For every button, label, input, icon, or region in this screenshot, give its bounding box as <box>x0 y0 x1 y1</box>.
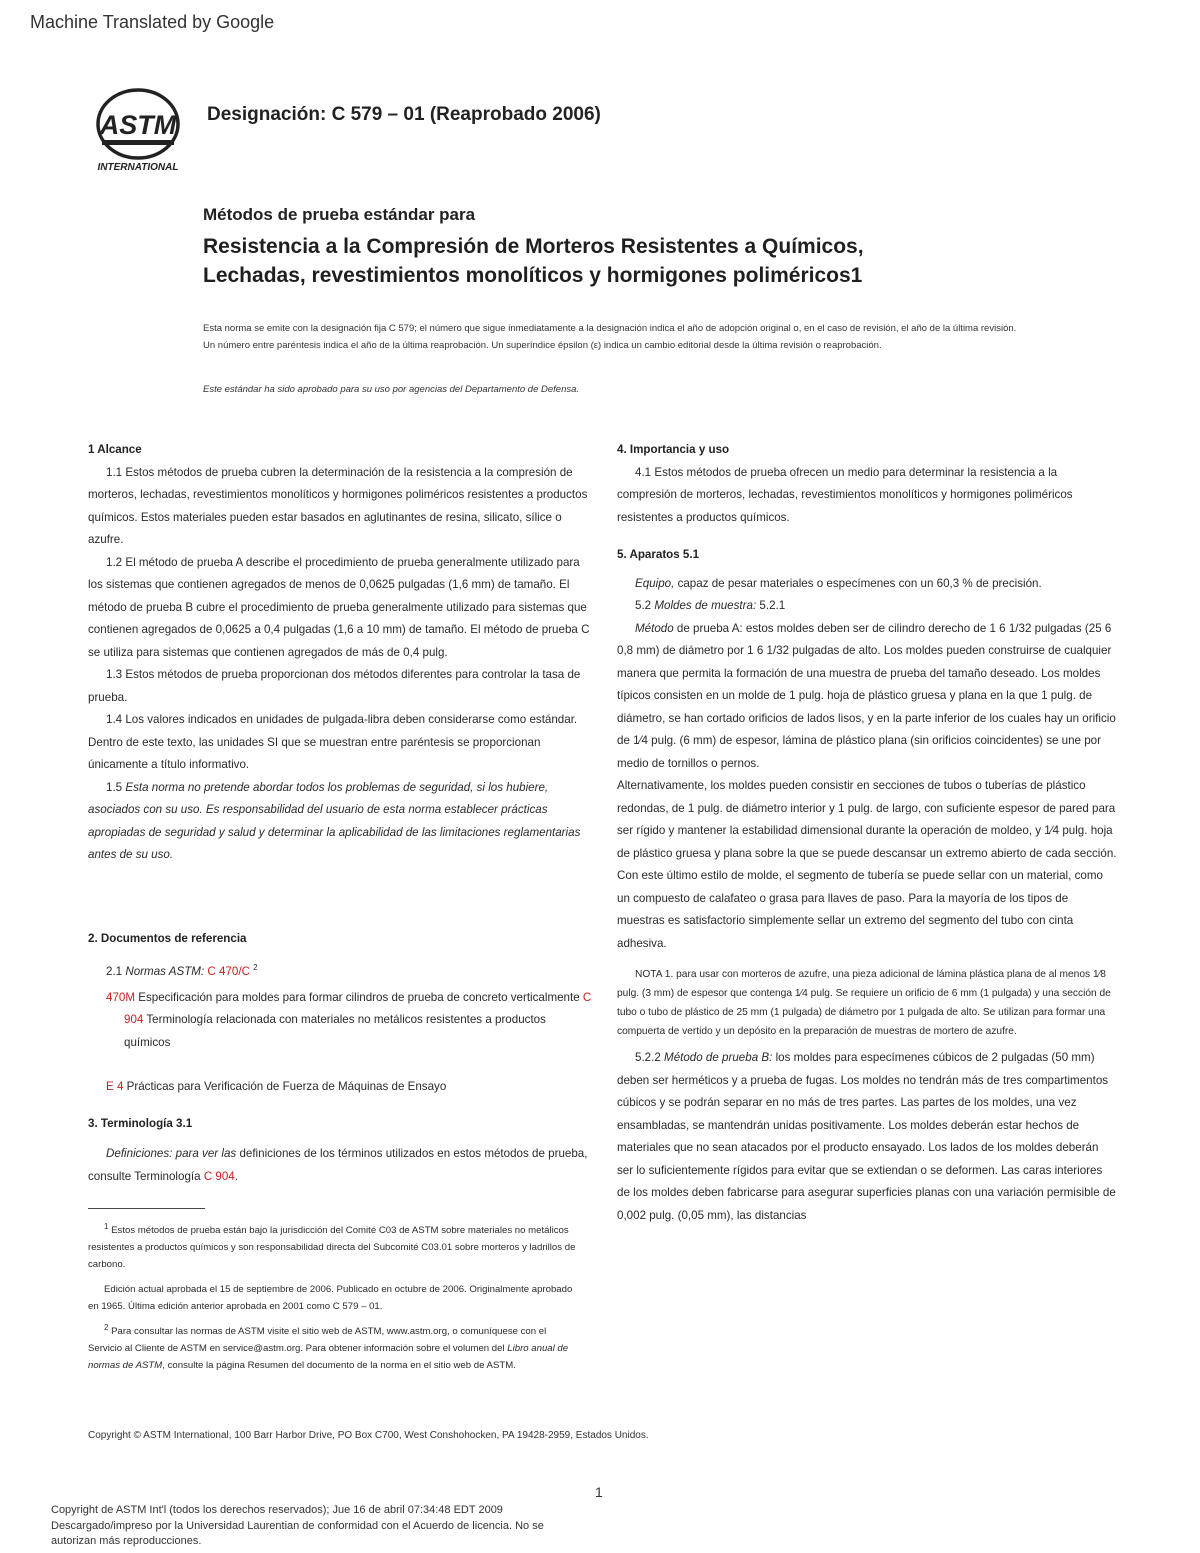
section-5-2-label: Moldes de muestra: <box>654 599 757 612</box>
issued-note: Esta norma se emite con la designación fija C 579; el número que sigue inmediatamente a la designación indica el año de adopción original o, en el caso de revisión, el año de la última revisión. Un número entre paréntesis indica el año de la última reaprobación. Un superíndice épsilon (ε) indica un cambio editorial desde la última revisión o reaprobación. <box>203 323 1017 351</box>
section-5-2-1-label: Método <box>635 621 674 635</box>
left-column-references <box>88 928 593 1188</box>
right-column <box>617 439 1117 1227</box>
doc-subtitle: Métodos de prueba estándar para <box>203 205 476 224</box>
footnote-1-mark: 1 <box>104 1222 109 1231</box>
ref-470m-link[interactable]: 470M <box>106 990 136 1004</box>
section-5-2-1 <box>617 618 1117 776</box>
section-2-1-label: Normas ASTM: <box>125 964 205 978</box>
section-5-heading: 5. Aparatos 5.1 <box>617 548 700 561</box>
ref-470m-text: Especificación para moldes para formar cilindros de prueba de concreto verticalmente <box>138 990 580 1004</box>
section-5-2-2 <box>617 1047 1117 1227</box>
section-5-2-2-number: 5.2.2 <box>635 1051 661 1064</box>
section-5-2-1-text: de prueba A: estos moldes deben ser de cilindro derecho de 1 6 1/32 pulgadas (25 6 0,8 mm) de diámetro por 1 6 1/32 pulgadas de alto. Los moldes pueden construirse de cualquier manera que permita la formación de una muestra de prueba del tamaño deseado. Los moldes típicos consisten en un molde de 1 pulg. hoja de plástico gruesa y plana en la que 1 pulg. de diámetro, se han cortado orificios de lados lisos, y en la parte inferior de los cuales hay un orificio de 1⁄4 pulg. (6 mm) de espesor, lámina de plástico plana (sin orificios coincidentes) se une por medio de tornillos o pernos. <box>617 621 1116 770</box>
section-3-1: Definiciones: para ver las definiciones de los términos utilizados en estos métodos de prueba, consulte Terminología C 904. <box>88 1147 588 1183</box>
machine-translated-label: Machine Translated by Google <box>30 12 275 32</box>
section-2-1-number: 2.1 <box>106 964 123 978</box>
section-1-2: 1.2 El método de prueba A describe el procedimiento de prueba generalmente utilizado para los sistemas que contienen agregados de menos de 0,0625 pulgadas (1,6 mm) de tamaño. El método de prueba B cubre el procedimiento de prueba generalmente utilizado para sistemas que contienen agregados de 0,0625 a 0,4 pulgadas (1,6 a 10 mm) de tamaño. El método de prueba C se utiliza para sistemas que contienen agregados de más de 0,4 pulg. <box>88 555 590 659</box>
section-2-1 <box>88 957 593 983</box>
ref-c904-link[interactable]: C 904 <box>124 990 592 1027</box>
section-3-1-text-b: definiciones de los términos utilizados en estos métodos de prueba, consulte Terminología <box>88 1147 588 1183</box>
footnotes <box>88 1218 583 1374</box>
section-5-2-1-number: 5.2.1 <box>759 599 786 612</box>
note-1: NOTA 1. para usar con morteros de azufre, una pieza adicional de lámina plástica plana de al menos 1⁄8 pulg. (3 mm) de espesor que contenga 1⁄4 pulg. Se requiere un orificio de 6 mm (1 pulgada) y una sección de tubo o tubo de plástico de 25 mm (1 pulgada) de diámetro por 1 pulgada de alto. Se utilizan para formar una compuerta de vertido y un depósito en la preparación de muestras de mortero de azufre. <box>617 969 1111 1037</box>
page-number: 1 <box>595 1484 603 1500</box>
copyright-line: Copyright © ASTM International, 100 Barr Harbor Drive, PO Box C700, West Conshohocken, PA 19428-2959, Estados Unidos. <box>88 1430 649 1441</box>
doc-title-line1: Resistencia a la Compresión de Morteros Resistentes a Químicos, <box>203 235 864 258</box>
footnote-divider <box>88 1208 205 1209</box>
ref-c904-text: Terminología relacionada con materiales no metálicos resistentes a productos químicos <box>124 1013 546 1049</box>
ref-e4-link[interactable]: E 4 <box>106 1080 124 1094</box>
section-1-5 <box>88 777 593 867</box>
section-4-heading: 4. Importancia y uso <box>617 443 730 456</box>
section-3-1-text-a: para ver las <box>175 1147 237 1161</box>
section-2-heading: 2. Documentos de referencia <box>88 932 247 945</box>
section-5-1-label: Equipo, <box>635 576 675 590</box>
section-1-heading: 1 Alcance <box>88 443 142 456</box>
license-notice: Copyright de ASTM Int'l (todos los derechos reservados); Jue 16 de abril 07:34:48 EDT 2009 Descargado/impreso por la Universidad Laurentian de conformidad con el Acuerdo de licencia. No se autorizan más reproducciones. <box>51 1504 544 1547</box>
section-5-2-2-label: Método de prueba B: <box>664 1051 773 1064</box>
ref-c904-link-2[interactable]: C 904 <box>203 1169 235 1183</box>
footnote-1b: Edición actual aprobada el 15 de septiembre de 2006. Publicado en octubre de 2006. Originalmente aprobado en 1965. Última edición anterior aprobada en 2001 como C 579 – 01. <box>88 1284 573 1313</box>
footnote-1 <box>88 1218 583 1273</box>
section-5-2-2-text: los moldes para especímenes cúbicos de 2 pulgadas (50 mm) deben ser herméticos y a prueba de fugas. Los moldes no tendrán más de tres compartimentos cúbicos y se podrán separar en no más de tres partes. Las partes de los moldes, una vez ensambladas, se mantendrán unidas positivamente. Los moldes deberán estar hechos de materiales que no sean atacados por el producto ensayado. Los lados de los moldes deberán ser lo suficientemente rígidos para evitar que se extiendan o se deformen. Las caras interiores de los moldes deben fabricarse para asegurar superficies planas con una variación permisible de 0,002 pulg. (0,05 mm), las distancias <box>617 1051 1116 1222</box>
section-4-1: 4.1 Estos métodos de prueba ofrecen un medio para determinar la resistencia a la compresión de morteros, lechadas, revestimientos monolíticos y hormigones poliméricos resistentes a productos químicos. <box>617 465 1073 524</box>
left-column-top <box>88 439 593 867</box>
designation: Designación: C 579 – 01 (Reaprobado 2006) <box>207 104 601 125</box>
footnote-ref-2: 2 <box>253 962 258 972</box>
astm-logo-subtext: INTERNATIONAL <box>97 162 179 173</box>
section-5-2-number: 5.2 <box>635 599 652 612</box>
reference-item-e4 <box>106 1076 593 1099</box>
section-5-1-text: capaz de pesar materiales o especímenes con un 60,3 % de precisión. <box>677 576 1042 590</box>
footnote-2 <box>88 1319 583 1374</box>
ref-c470-link[interactable]: C 470/C <box>207 964 250 978</box>
footnote-2-mark: 2 <box>104 1323 109 1333</box>
footnote-2-book: Libro anual de normas de ASTM <box>88 1343 569 1372</box>
section-5-1 <box>617 573 1117 596</box>
section-1-5-number: 1.5 <box>106 780 123 794</box>
section-5-2 <box>617 595 1117 618</box>
section-3-heading: 3. Terminología 3.1 <box>88 1116 193 1130</box>
astm-logo <box>88 88 188 178</box>
section-1-4: 1.4 Los valores indicados en unidades de pulgada-libra deben considerarse como estándar. Dentro de este texto, las unidades SI que se muestran entre paréntesis se proporcionan únicamente a título informativo. <box>88 713 578 771</box>
astm-logo-text: ASTM <box>99 110 177 140</box>
dod-note: Este estándar ha sido aprobado para su uso por agencias del Departamento de Defensa. <box>203 384 580 395</box>
section-5-2-1-alternative: Alternativamente, los moldes pueden consistir en secciones de tubos o tuberías de plástico redondas, de 1 pulg. de diámetro interior y 1 pulg. de largo, con suficiente espesor de pared para ser rígido y mantener la estabilidad dimensional durante la operación de moldeo, y 1⁄4 pulg. hoja de plástico gruesa y plana sobre la que se puede descansar un extremo abierto de cada sección. Con este último estilo de molde, el segmento de tubería se puede sellar con un material, como un compuesto de calafateo o grasa para llaves de paso. Para la mayoría de los tipos de muestras es satisfactorio simplemente sellar un extremo del segmento del tubo con cinta adhesiva. <box>617 779 1117 950</box>
reference-item-c470 <box>106 987 593 1055</box>
footnote-2-end: , consulte la página Resumen del documento de la norma en el sitio web de ASTM. <box>162 1360 516 1372</box>
ref-e4-text: Prácticas para Verificación de Fuerza de Máquinas de Ensayo <box>126 1080 447 1094</box>
section-3-1-label: Definiciones: <box>106 1147 173 1161</box>
footnote-2-text: Para consultar las normas de ASTM visite el sitio web de ASTM, www.astm.org, o comuníquese con el Servicio al Cliente de ASTM en service@astm.org. Para obtener información sobre el volumen del <box>88 1326 547 1355</box>
section-1-1: 1.1 Estos métodos de prueba cubren la determinación de la resistencia a la compresión de morteros, lechadas, revestimientos monolíticos y hormigones poliméricos resistentes a productos químicos. Estos materiales pueden estar basados en aglutinantes de resina, silicato, sílice o azufre. <box>88 465 588 546</box>
section-1-5-text: Esta norma no pretende abordar todos los problemas de seguridad, si los hubiere, asociados con su uso. Es responsabilidad del usuario de esta norma establecer prácticas apropiadas de seguridad y salud y determinar la aplicabilidad de las limitaciones reglamentarias antes de su uso. <box>88 780 581 861</box>
doc-title <box>203 232 1103 290</box>
doc-title-line2: Lechadas, revestimientos monolíticos y hormigones poliméricos1 <box>203 264 863 287</box>
footnote-1-text: Estos métodos de prueba están bajo la jurisdicción del Comité C03 de ASTM sobre materiales no metálicos resistentes a productos químicos y son responsabilidad directa del Subcomité C03.01 sobre morteros y ladrillos de carbono. <box>88 1225 576 1271</box>
section-1-3: 1.3 Estos métodos de prueba proporcionan dos métodos diferentes para controlar la tasa de prueba. <box>88 668 581 704</box>
